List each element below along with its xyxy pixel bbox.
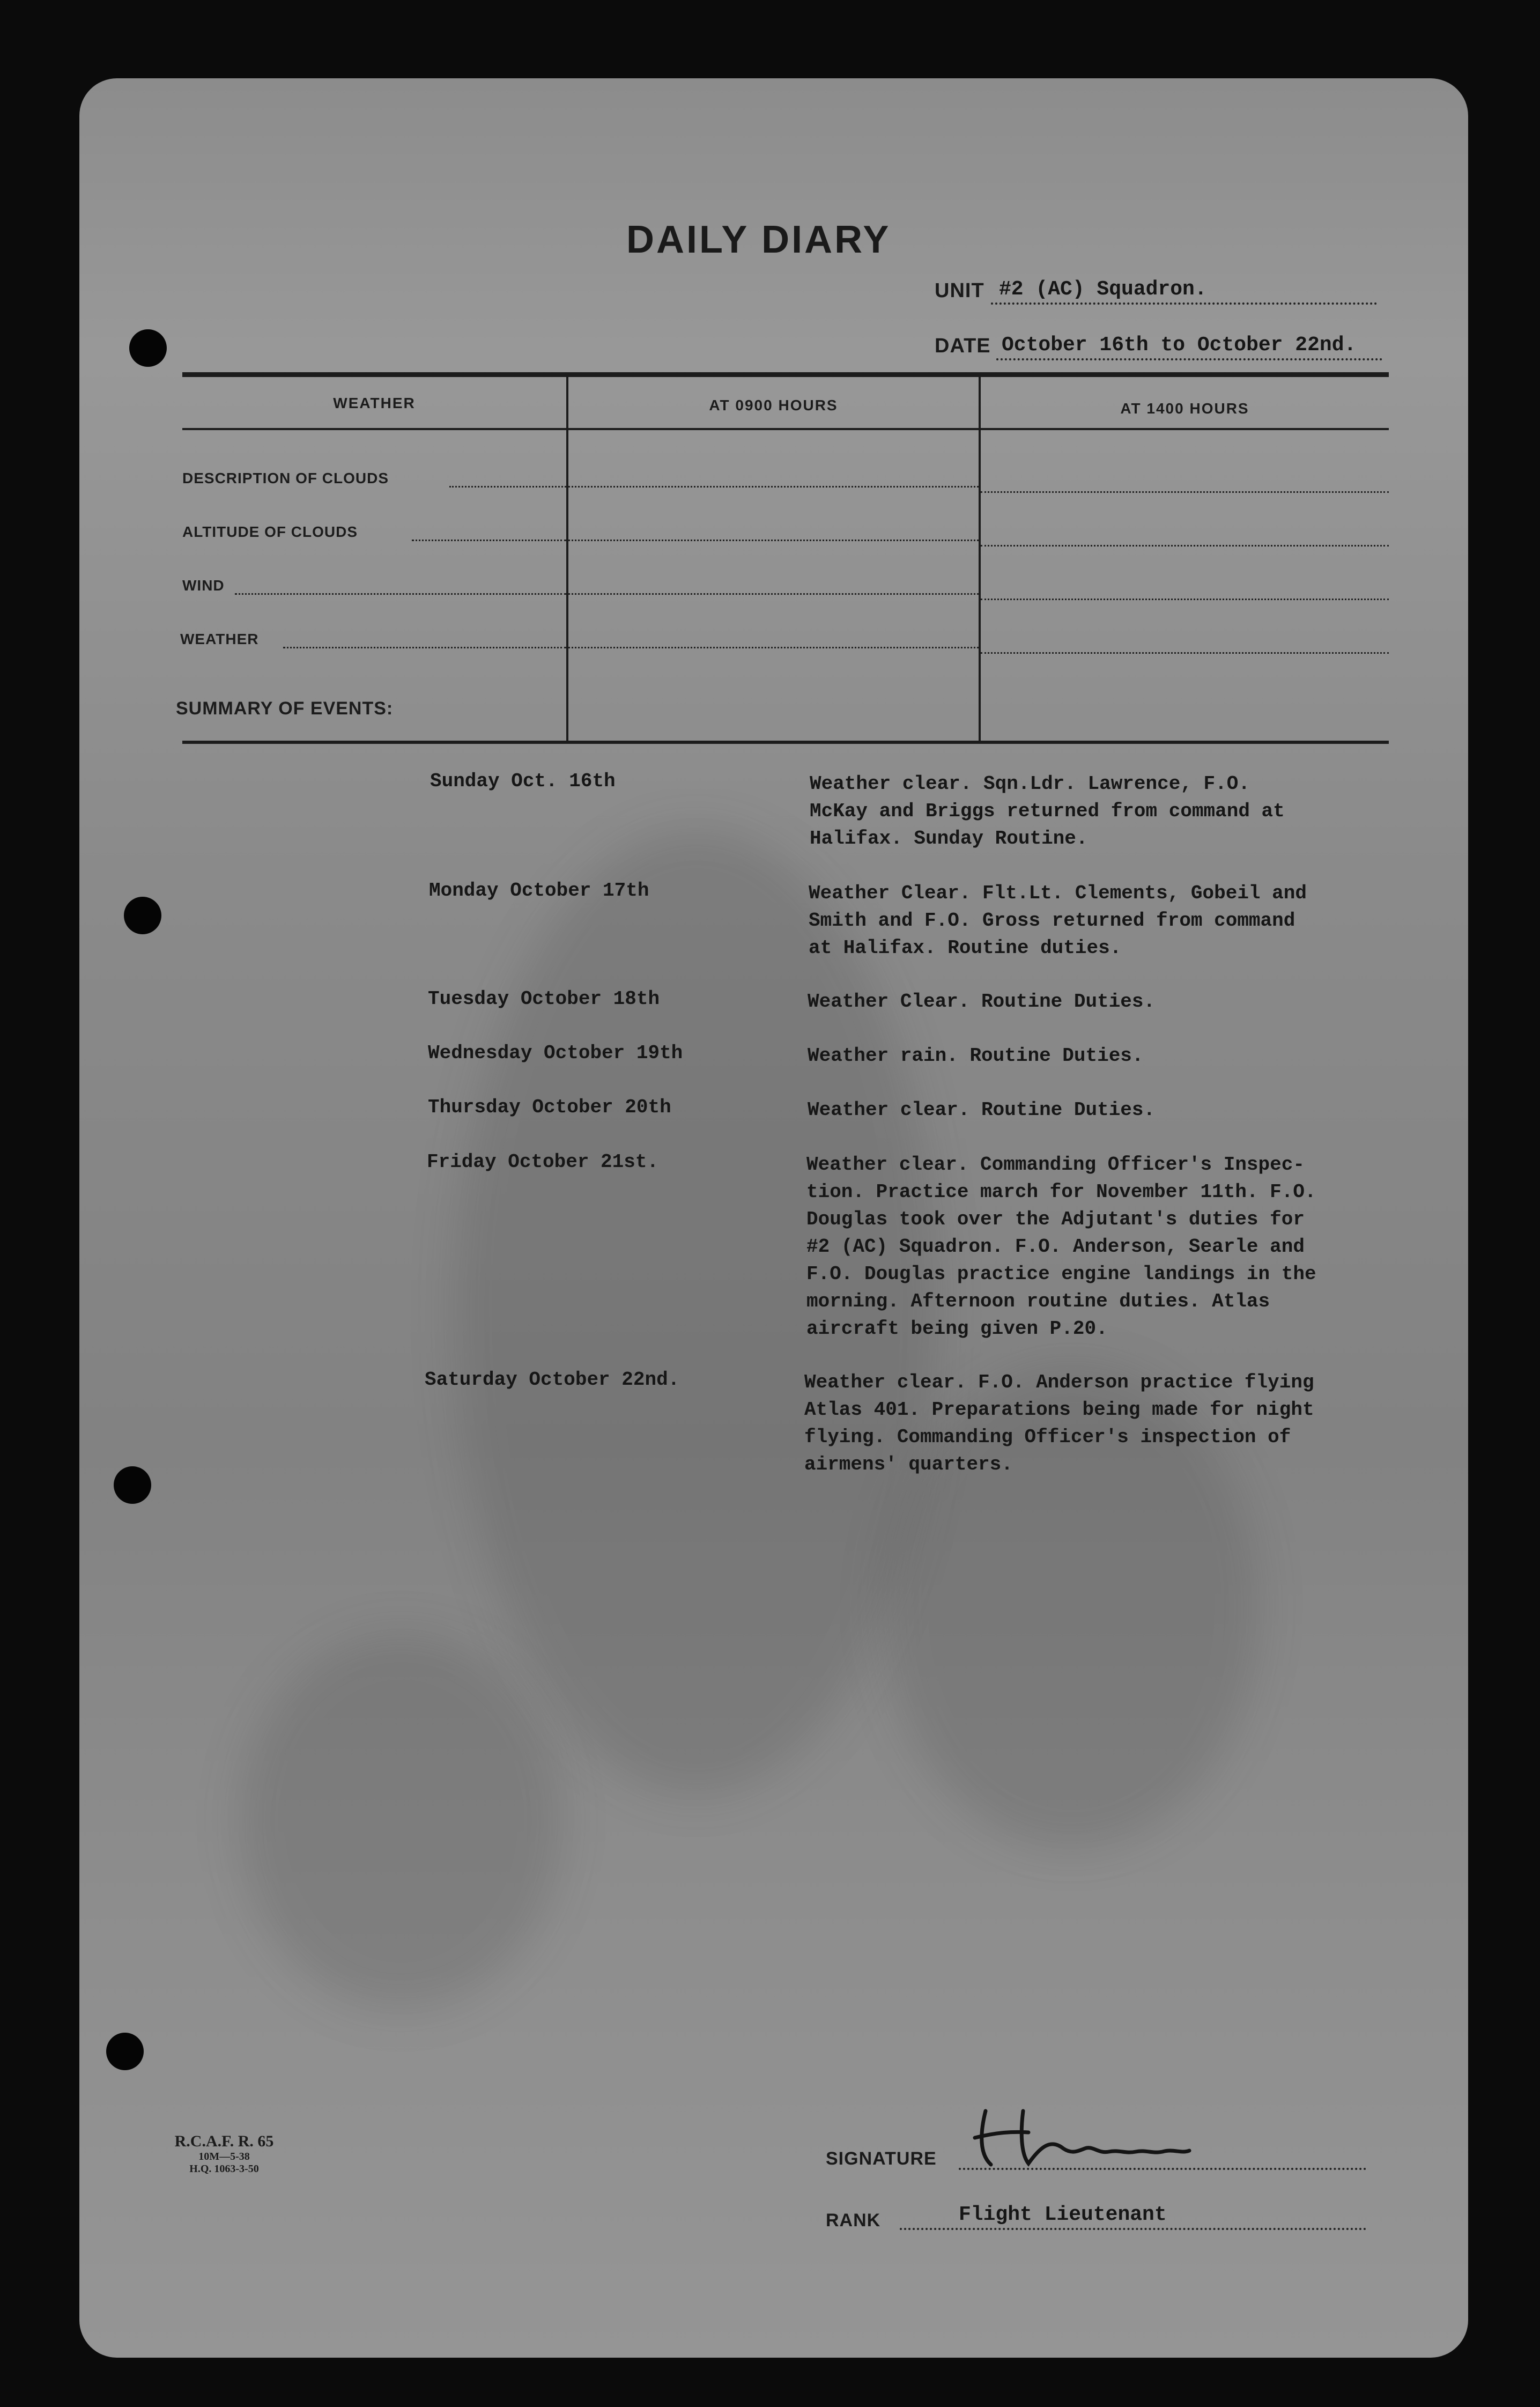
binder-hole [106, 2033, 144, 2070]
row-dots [981, 652, 1389, 654]
row-dots [283, 647, 566, 648]
row-altitude-of-clouds: ALTITUDE OF CLOUDS [182, 523, 358, 540]
entry-text: Weather clear. Routine Duties. [808, 1099, 1156, 1121]
entry-text: Weather clear. F.O. Anderson practice flying Atlas 401. Preparations being made for night flying. Commanding Officer's inspection of airmens' quarters. [804, 1371, 1314, 1475]
entry-text: Weather Clear. Routine Duties. [808, 991, 1156, 1013]
entry-date: Monday October 17th [429, 880, 649, 902]
unit-dotted-line [991, 302, 1377, 305]
entry-date: Sunday Oct. 16th [430, 770, 616, 792]
row-weather: WEATHER [180, 631, 259, 647]
page-title: DAILY DIARY [626, 218, 891, 261]
table-divider-2 [979, 377, 981, 743]
entry-date: Thursday October 20th [428, 1096, 671, 1118]
unit-label: UNIT [935, 279, 984, 302]
row-dots [235, 593, 566, 595]
form-code: R.C.A.F. R. 65 10M—5-38 H.Q. 1063-3-50 [174, 2132, 274, 2175]
row-description-of-clouds: DESCRIPTION OF CLOUDS [182, 470, 389, 486]
table-bottom-rule [182, 741, 1389, 744]
date-label: DATE [935, 335, 991, 357]
row-dots [449, 486, 566, 488]
row-dots [981, 545, 1389, 547]
row-dots [568, 486, 979, 488]
unit-value: #2 (AC) Squadron. [999, 278, 1207, 301]
row-wind: WIND [182, 577, 225, 594]
table-header-rule [182, 428, 1389, 430]
entry-date: Wednesday October 19th [428, 1042, 683, 1064]
row-dots [568, 647, 979, 648]
table-top-rule [182, 372, 1389, 377]
col-header-weather: WEATHER [333, 395, 416, 411]
summary-title: SUMMARY OF EVENTS: [176, 698, 394, 719]
binder-hole [124, 897, 161, 934]
entry-date: Saturday October 22nd. [425, 1369, 680, 1391]
binder-hole [114, 1466, 151, 1504]
row-dots [568, 540, 979, 541]
date-value: October 16th to October 22nd. [1002, 334, 1357, 357]
entry-text: Weather clear. Commanding Officer's Inspec- tion. Practice march for November 11th. F.O. Douglas took over the Adjutant's duties for #2 (AC) Squadron. F.O. Anderson, Searle and F.O. Douglas practice engine landings in the morning. Afternoon routine duties. Atlas aircraft being given P.20. [806, 1154, 1316, 1340]
binder-hole [129, 329, 167, 367]
row-dots [568, 593, 979, 595]
row-dots [981, 599, 1389, 600]
entry-text: Weather rain. Routine Duties. [808, 1045, 1144, 1067]
handwritten-signature [969, 2100, 1248, 2175]
row-dots [412, 540, 566, 541]
row-dots [981, 491, 1389, 493]
rank-dotted-line [900, 2228, 1366, 2230]
col-header-0900: AT 0900 HOURS [709, 397, 838, 414]
entry-date: Friday October 21st. [427, 1151, 659, 1173]
col-header-1400: AT 1400 HOURS [1120, 400, 1249, 417]
table-divider-1 [566, 377, 568, 743]
diary-sheet [79, 78, 1468, 2358]
signature-label: SIGNATURE [826, 2148, 937, 2169]
entry-text: Weather clear. Sqn.Ldr. Lawrence, F.O. McKay and Briggs returned from command at Halifax. Sunday Routine. [810, 773, 1285, 850]
rank-label: RANK [826, 2210, 881, 2231]
entry-text: Weather Clear. Flt.Lt. Clements, Gobeil and Smith and F.O. Gross returned from command at Halifax. Routine duties. [809, 882, 1307, 959]
entry-date: Tuesday October 18th [428, 988, 660, 1010]
scan-stain [240, 1634, 562, 2009]
date-dotted-line [996, 358, 1382, 360]
rank-value: Flight Lieutenant [959, 2203, 1167, 2226]
